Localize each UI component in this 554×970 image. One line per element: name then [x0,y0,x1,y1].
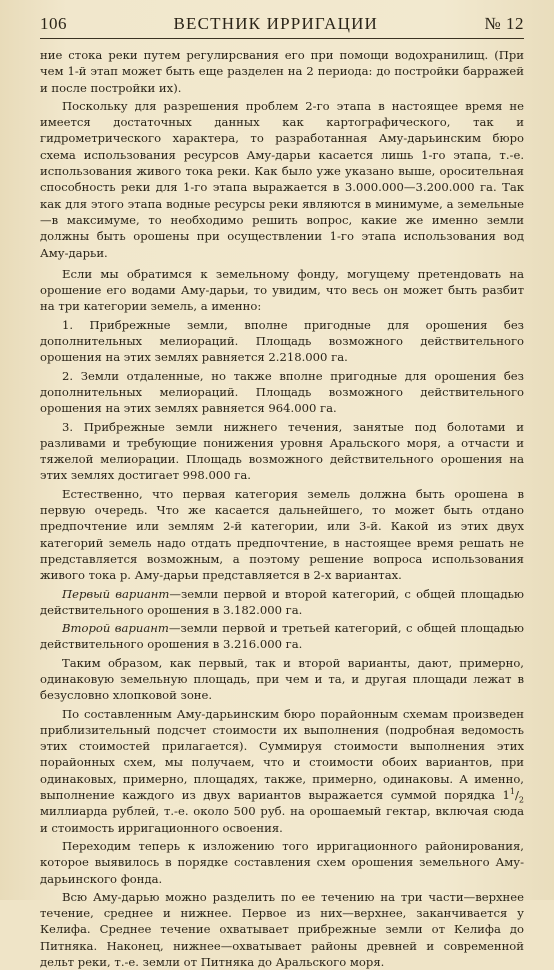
variant-text: —земли первой и третьей категорий, с общей площадью действительного орошения в 3.216.000 га. [40,621,524,652]
variant-paragraph [40,586,524,619]
fraction-numerator: 1 [509,787,515,797]
fraction-denominator: 2 [518,795,524,805]
paragraph: Всю Аму-дарью можно разделить по ее течению на три части—верхнее течение, среднее и нижнее. Первое из них—верхнее, заканчивается у Келифа. Среднее течение охватывает прибрежные земли от Келифа до Питняка. Наконец, нижнее—охватывает районы древней и современной дельт реки, т.-е. земли от Питняка до Аральского моря. [40,889,524,970]
article-body [40,47,524,970]
paragraph [40,706,524,836]
list-item: 1. Прибрежные земли, вполне пригодные для орошения без дополнительных мелиораций. Площадь возможного действительного орошения на этих землях равняется 2.218.000 га. [40,317,524,365]
paragraph: Если мы обратимся к земельному фонду, могущему претендовать на орошение его водами Аму-дарьи, то увидим, что весь он может быть разбит на три категории земель, а именно: [40,266,524,314]
list-item: 2. Земли отдаленные, но также вполне пригодные для орошения без дополнительных мелиораций. Площадь возможного действительного орошения на этих землях равняется 964.000 га. [40,368,524,416]
page-number: 106 [40,14,67,33]
paragraph-text: По составленным Аму-дарьинским бюро порайонным схемам произведен приблизительный подсчет стоимости их выполнения (подробная ведомость этих стоимостей прилагается). Суммируя стоимости выполнения этих порайонных схем, мы получаем, что и стоимости обоих вариантов, при одинаковых, примерно, площадях, также, примерно, одинаковы. А именно, выполнение каждого из двух вариантов выражается суммой порядка 1 [40,706,524,803]
issue-number: № 12 [484,14,524,33]
variant-label: Первый вариант [62,586,170,601]
paragraph: Таким образом, как первый, так и второй варианты, дают, примерно, одинаковую земельную площадь, при чем и та, и другая площади лежат в безусловно хлопковой зоне. [40,655,524,703]
variant-label: Второй вариант [62,621,169,636]
list-item: 3. Прибрежные земли нижнего течения, занятые под болотами и разливами и требующие понижения уровня Аральского моря, а отчасти и тяжелой мелиорации. Площадь возможного действительного орошения на этих землях достигает 998.000 га. [40,419,524,483]
fraction-slash: / [515,788,519,803]
running-header [40,14,524,39]
journal-title: ВЕСТНИК ИРРИГАЦИИ [173,14,379,33]
paragraph: Переходим теперь к изложению того ирригационного районирования, которое выявилось в порядке составления схем орошения земельного Аму-дарьинского фонда. [40,838,524,886]
paragraph: Поскольку для разрешения проблем 2-го этапа в настоящее время не имеется достаточных данных как картографического, так и гидрометрического характера, то разработанная Аму-дарьинским бюро схема использования ресурсов Аму-дарьи касается лишь 1-го этапа, т.-е. использования живого тока реки. Как было уже указано выше, оросительная способность реки для 1-го этапа выражается в 3.000.000—3.200.000 га. Так как для этого этапа водные ресурсы реки являются в минимуме, а земельные—в максимуме, то необходимо решить вопрос, какие же именно земли должны быть орошены при осуществлении 1-го этапа использования вод Аму-дарьи. [40,98,524,260]
variant-text: —земли первой и второй категорий, с общей площадью действительного орошения в 3.182.000 га. [40,586,525,617]
paragraph-text: миллиарда рублей, т.-е. около 500 руб. на орошаемый гектар, включая сюда и стоимость ирригационного освоения. [40,804,524,835]
paragraph: Естественно, что первая категория земель должна быть орошена в первую очередь. Что же касается дальнейшего, то может быть отдано предпочтение или землям 2-й категории, или 3-й. Какой из этих двух категорий земель надо отдать предпочтение, в настоящее время решать не представляется возможным, а поэтому решение вопроса использования живого тока р. Аму-дарьи представляется в 2-х вариантах. [40,486,524,583]
paragraph: ние стока реки путем регулирсвания его при помощи водохранилищ. (При чем 1-й этап может быть еще разделен на 2 периода: до постройки барражей и после постройки их). [40,48,524,95]
variant-paragraph [40,620,524,653]
